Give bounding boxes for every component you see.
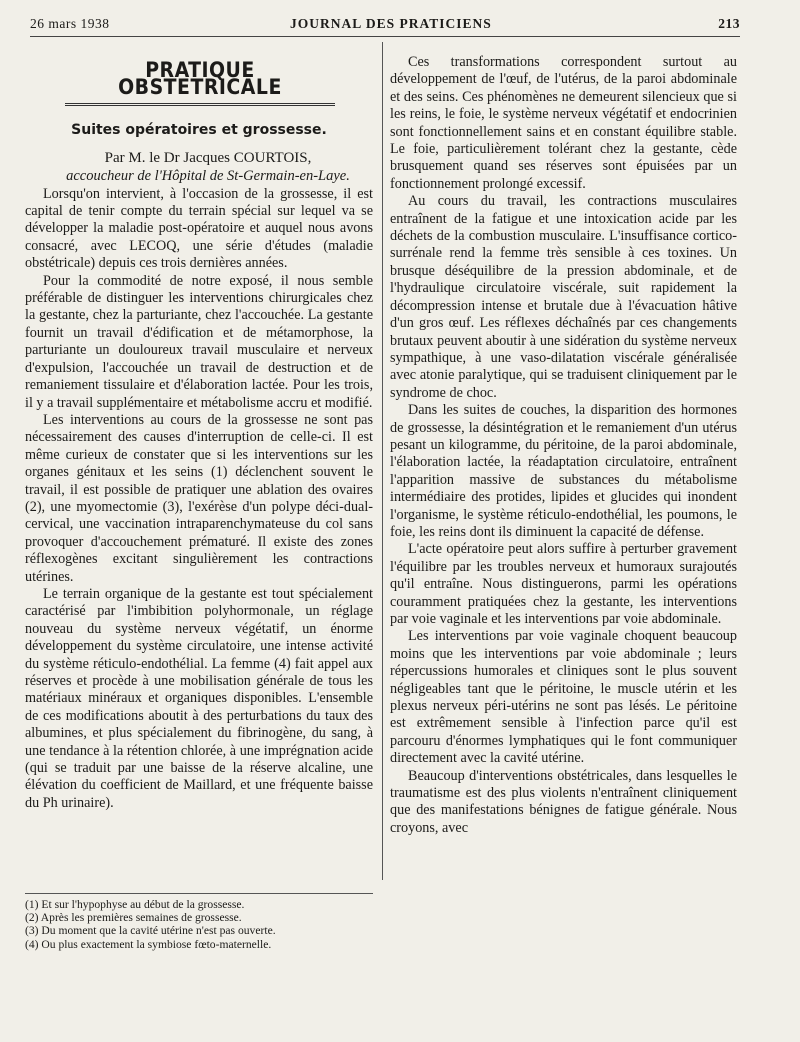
left-column <box>25 48 373 812</box>
article-author: Par M. le Dr Jacques COURTOIS, <box>104 150 312 167</box>
footnote: (1) Et sur l'hypophyse au début de la grossesse. <box>25 898 245 911</box>
paragraph: Beaucoup d'interventions obstétricales, dans lesquelles le traumatisme est des plus violents n'entraînent cliniquement que des manifestations bénignes de fatigue générale. Nous croyons, avec <box>390 767 737 836</box>
paragraph: Les interventions par voie vaginale choquent beaucoup moins que les interventions par voie abdominale ; leurs répercussions humorales et cliniques sont le plus souvent négligeables tant que le péritoine, le muscle utérin et les plexus nerveux péri-utérins ne sont pas lésés. Le péritoine est extrêmement sensible à l'infection parce qu'il est parcouru d'énormes lymphatiques qui le font communiquer directement avec la cavité utérine. <box>390 628 737 767</box>
article-title: Suites opératoires et grossesse. <box>71 121 327 138</box>
paragraph: Dans les suites de couches, la disparition des hormones de grossesse, la désintégration et le remaniement d'un utérus pesant un kilogramme, du péritoine, de la paroi abdominale, l'élaboration lactée, la réadaptation circulatoire, entraînent l'apparition massive de substances du métabolisme intermédiaire des protides, lipides et glucides qui inondent l'organisme, le système réticulo-endothélial, les poumons, le foie, les reins dont ils diminuent la capacité de défense. <box>390 402 737 540</box>
footnotes <box>25 893 373 951</box>
header-page-number: 213 <box>718 16 740 31</box>
paragraph: Au cours du travail, les contractions musculaires entraînent de la fatigue et une intoxication acide par les déchets de la combustion musculaire. L'insuffisance cortico-surrénale rend la femme très sensible à ces toxines. Un brusque déséquilibre de la pression abdominale, et de l'hydraulique circulatoire viscérale, suit rapidement la décompression intense et brutale due à l'évacuation hâtive d'un gros œuf. Les réflexes déchaînés par ces changements brutaux peuvent aboutir à une sidération du système nerveux sympathique, à une vaso-dilatation viscérale généralisée avec atonie paralytique, qui se traduisent cliniquement par le syndrome de choc. <box>390 193 737 401</box>
paragraph: L'acte opératoire peut alors suffire à perturber gravement l'équilibre par les troubles nerveux et humoraux surajoutés qu'il entraîne. Nous distinguerons, parmi les opérations couramment pratiquées chez la gestante, les interventions par voie vaginale et les interventions par voie abdominale. <box>390 541 737 627</box>
column-divider <box>382 42 383 880</box>
author-affiliation: accoucheur de l'Hôpital de St-Germain-en-Laye. <box>66 168 350 185</box>
section-title: PRATIQUE OBSTETRICALE <box>65 62 335 106</box>
paragraph: Ces transformations correspondent surtout au développement de l'œuf, de l'utérus, de la paroi abdominale et des seins. Ces phénomènes ne demeurent silencieux que si les reins, le foie, le système nerveux végétatif et endocrinien sont fonctionnellement sains et en constant équilibre stable. Le foie, particulièrement tolérant chez la gestante, cède brusquement quand ses réserves sont épuisées par un fonctionnement prolongé excessif. <box>390 54 737 192</box>
paragraph: Lorsqu'on intervient, à l'occasion de la grossesse, il est capital de tenir compte du terrain spécial sur lequel va se développer la maladie post-opératoire et auquel nous avons consacré, avec LECOQ, une série d'études (maladie obstétricale) depuis ces trois dernières années. <box>25 185 373 272</box>
paragraph: Pour la commodité de notre exposé, il nous semble préférable de distinguer les interventions chirurgicales chez la gestante, chez la parturiante, chez l'accouchée. La gestante fournit un travail d'édification et de métamorphose, la parturiante un douloureux travail musculaire et nerveux d'expulsion, l'accouchée un travail de destruction et de remaniement tissulaire et d'élaboration lactée. Pour les trois, il y a travail supplémentaire et métabolisme accru et modifié. <box>25 272 373 411</box>
footnote: (2) Après les premières semaines de grossesse. <box>25 911 242 925</box>
header-date: 26 mars 1938 <box>30 16 110 31</box>
header-journal: JOURNAL DES PRATICIENS <box>290 16 492 31</box>
footnote: (3) Du moment que la cavité utérine n'est pas ouverte. <box>25 924 276 938</box>
paragraph: Les interventions au cours de la grossesse ne sont pas nécessairement des causes d'interruption de celle-ci. Il est même curieux de constater que si les interventions sur les organes génitaux et les seins (1) déclenchent souvent le travail, il est possible de pratiquer une ablation des ovaires (2), une myomectomie (3), l'exérèse d'un polype déci-dual-cervical, une vaccination intraparenchymateuse du col sans provoquer d'accouchement prématuré. Il existe des zones réflexogènes excitant singulièrement les contractions utérines. <box>25 411 373 585</box>
right-column <box>390 54 737 837</box>
paragraph: Le terrain organique de la gestante est tout spécialement caractérisé par l'imbibition polyhormonale, un réglage nouveau du système nerveux végétatif, un énorme développement du système circulatoire, une intense activité du système réticulo-endothélial. La femme (4) fait appel aux réserves et procède à une mobilisation générale de tous les matériaux minéraux et organiques disponibles. L'ensemble de ces modifications aboutit à des perturbations du taux des albumines, et plus spécialement du fibrinogène, du sang, à une tendance à la rétention chlorée, à une imprégnation acide (qui se traduit par une baisse de la réserve alcaline, une élévation du coefficient de Maillard, et une fréquente baisse du Ph urinaire). <box>25 585 373 811</box>
running-header <box>30 14 740 37</box>
footnote: (4) Ou plus exactement la symbiose fœto-maternelle. <box>25 937 272 951</box>
